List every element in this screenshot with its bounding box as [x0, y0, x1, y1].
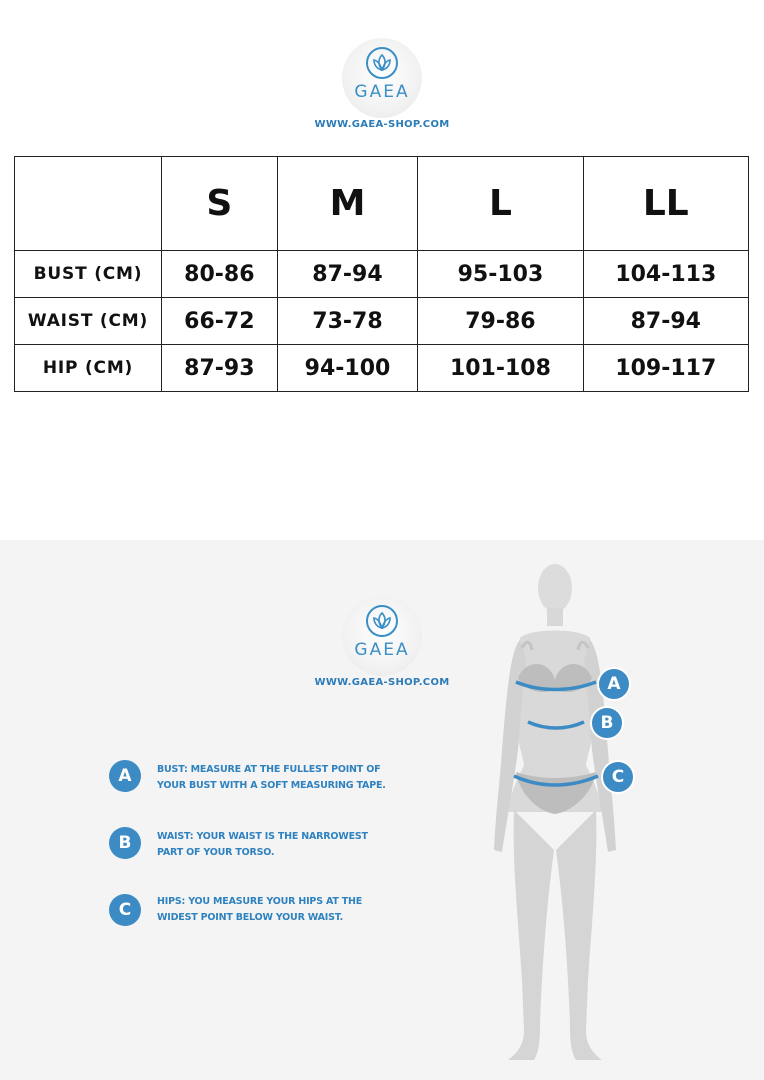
brand-logo: [342, 596, 422, 676]
brand-url[interactable]: WWW.GAEA-SHOP.COM: [314, 677, 450, 688]
table-cell: 101-108: [418, 345, 583, 392]
table-cell: 104-113: [583, 251, 748, 298]
instruction-line: HIPS: YOU MEASURE YOUR HIPS AT THE: [157, 896, 363, 907]
table-cell: 87-94: [277, 251, 418, 298]
instruction-line: YOUR BUST WITH A SOFT MEASURING TAPE.: [157, 780, 386, 791]
point-c-marker: C: [601, 760, 635, 794]
waist-instruction: [157, 829, 387, 861]
hips-instruction: [157, 894, 387, 926]
row-label: BUST (CM): [15, 251, 162, 298]
point-c-badge: C: [109, 894, 141, 926]
row-label: HIP (CM): [15, 345, 162, 392]
row-label: WAIST (CM): [15, 298, 162, 345]
brand-logo: [342, 38, 422, 118]
table-cell: 87-93: [162, 345, 278, 392]
lotus-icon: [365, 46, 399, 80]
table-cell: 87-94: [583, 298, 748, 345]
table-cell: 66-72: [162, 298, 278, 345]
size-header-row: [15, 157, 749, 251]
body-figure: [470, 560, 640, 1070]
header-empty-cell: [15, 157, 162, 251]
size-header: L: [418, 157, 583, 251]
table-cell: 109-117: [583, 345, 748, 392]
table-row: [15, 345, 749, 392]
table-row: [15, 298, 749, 345]
point-b-marker: B: [590, 706, 624, 740]
table-cell: 73-78: [277, 298, 418, 345]
instruction-line: PART OF YOUR TORSO.: [157, 847, 275, 858]
table-cell: 79-86: [418, 298, 583, 345]
size-header: LL: [583, 157, 748, 251]
brand-name: GAEA: [354, 82, 410, 102]
brand-url[interactable]: WWW.GAEA-SHOP.COM: [314, 119, 450, 130]
instruction-line: BUST: MEASURE AT THE FULLEST POINT OF: [157, 764, 381, 775]
lotus-icon: [365, 604, 399, 638]
table-cell: 95-103: [418, 251, 583, 298]
size-table: [14, 156, 749, 392]
table-row: [15, 251, 749, 298]
instruction-line: WAIST: YOUR WAIST IS THE NARROWEST: [157, 831, 368, 842]
size-header: S: [162, 157, 278, 251]
point-b-badge: B: [109, 827, 141, 859]
instruction-line: WIDEST POINT BELOW YOUR WAIST.: [157, 912, 344, 923]
point-a-badge: A: [109, 760, 141, 792]
point-a-marker: A: [597, 667, 631, 701]
brand-name: GAEA: [354, 640, 410, 660]
bust-instruction: [157, 762, 387, 794]
size-header: M: [277, 157, 418, 251]
table-cell: 80-86: [162, 251, 278, 298]
table-cell: 94-100: [277, 345, 418, 392]
